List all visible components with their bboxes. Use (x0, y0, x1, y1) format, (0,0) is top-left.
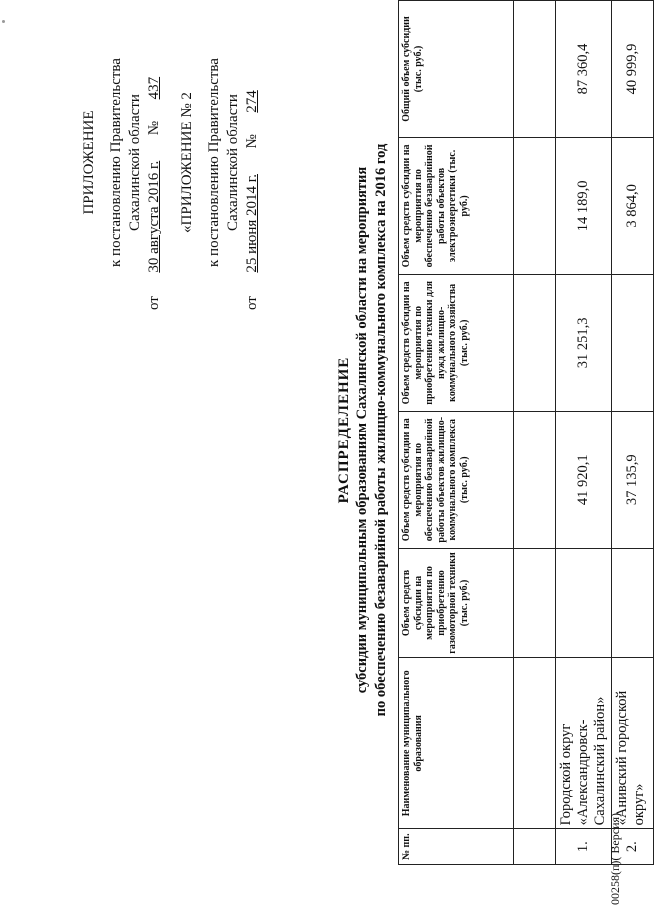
row-number: 2. (612, 829, 654, 865)
row-municipality: Городской округ «Александровск-Сахалинский район» (556, 658, 612, 829)
row-municipality: «Анивский городской округ» (612, 658, 654, 829)
col-header-tech: Объем средств субсидии на мероприятия по приобретению техники для нужд жилищно-коммунального хозяйства (тыс. руб.) (399, 274, 514, 411)
col-header-power: Объем средств субсидии на мероприятия по обеспечению безаварийной работы объектов электроэнергетики (тыс. руб.) (399, 137, 514, 274)
row-housing: 37 135,9 (612, 411, 654, 548)
table-header-row (399, 1, 514, 865)
approval-date-line (243, 15, 262, 310)
document-subtitle-line1: субсидии муниципальным образованиям Сахалинской области на мероприятия (354, 166, 370, 694)
row-housing: 41 920,1 (556, 411, 612, 548)
row-power: 3 864,0 (612, 137, 654, 274)
approval-number: 437 (146, 76, 162, 100)
approval-from-label: от (146, 296, 162, 310)
approval-line1: к постановлению Правительства (108, 58, 124, 267)
approval-date: 25 июня 2014 г. (244, 174, 260, 273)
document-title: РАСПРЕДЕЛЕНИЕ (336, 356, 352, 504)
scan-mark (2, 20, 5, 23)
approval-line2: Сахалинской области (225, 94, 241, 231)
approval-from-label: от (244, 296, 260, 310)
document-footer-code: 00258(п)( Версия) (608, 812, 622, 905)
approval-number: 274 (244, 90, 260, 113)
table-row (556, 1, 612, 865)
col-header-total: Общий объем субсидии (тыс. руб.) (399, 1, 514, 138)
approval-block-current (80, 15, 164, 310)
approval-number-label: № (244, 134, 260, 149)
row-gas (612, 548, 654, 658)
row-number: 1. (556, 829, 612, 865)
row-power: 14 189,0 (556, 137, 612, 274)
row-gas (556, 548, 612, 658)
table-row (612, 1, 654, 865)
approval-block-original (178, 15, 262, 310)
approval-line2: Сахалинской области (127, 94, 143, 231)
table-spacer-row (514, 1, 556, 865)
col-header-num: № пп. (399, 829, 514, 865)
col-header-name: Наименование муниципального образования (399, 658, 514, 829)
approval-date: 30 августа 2016 г. (146, 160, 162, 273)
document-heading (336, 85, 391, 775)
approval-number-label: № (146, 120, 162, 136)
approval-line1: к постановлению Правительства (206, 58, 222, 267)
document-subtitle-line2: по обеспечению безаварийной работы жилищно-коммунального комплекса на 2016 год (373, 143, 389, 717)
distribution-table (398, 0, 654, 865)
approval-date-line (145, 15, 164, 310)
approval-title: ПРИЛОЖЕНИЕ (81, 110, 97, 215)
row-tech (612, 274, 654, 411)
col-header-gas: Объем средств субсидии на мероприятия по приобретению газомоторной техники (тыс. руб.) (399, 548, 514, 658)
row-total: 87 360,4 (556, 1, 612, 138)
approval-title: «ПРИЛОЖЕНИЕ № 2 (179, 92, 195, 233)
row-tech: 31 251,3 (556, 274, 612, 411)
col-header-housing: Объем средств субсидии на мероприятия по обеспечению безаварийной работы объектов жилищно-коммунального комплекса (тыс. руб.) (399, 411, 514, 548)
row-total: 40 999,9 (612, 1, 654, 138)
